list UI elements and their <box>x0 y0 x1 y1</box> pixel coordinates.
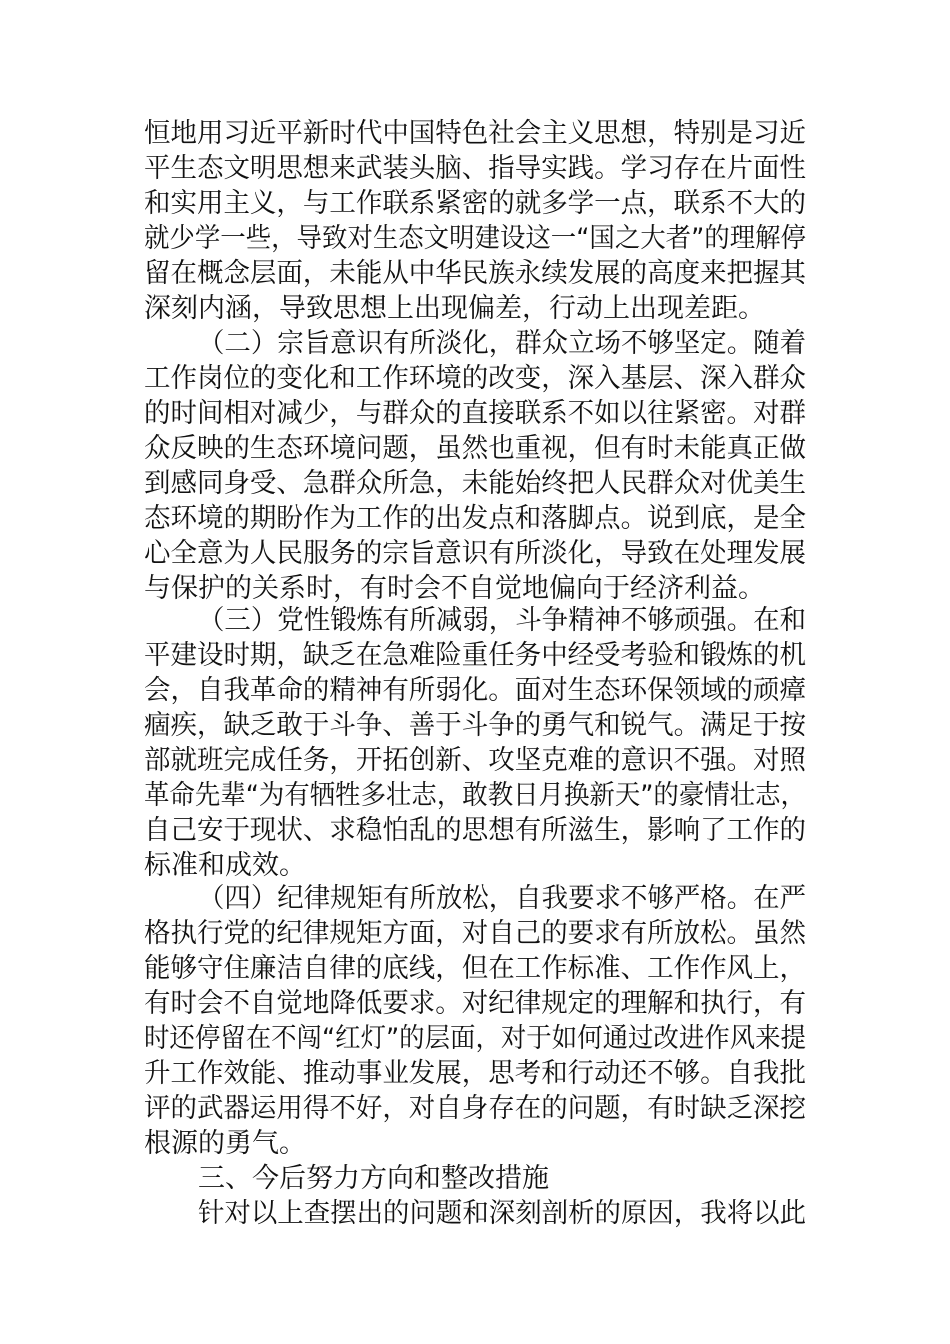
text-line: 革命先辈“为有牺牲多壮志，敢教日月换新天”的豪情壮志， <box>144 780 806 811</box>
text-line: 升工作效能、推动事业发展，思考和行动还不够。自我批 <box>144 1058 806 1089</box>
text-line: 恒地用习近平新时代中国特色社会主义思想，特别是习近 <box>144 118 806 149</box>
text-line: 会，自我革命的精神有所弱化。面对生态环保领域的顽瘴 <box>144 675 806 706</box>
text-line: 工作岗位的变化和工作环境的改变，深入基层、深入群众 <box>144 363 806 394</box>
text-line: 与保护的关系时，有时会不自觉地偏向于经济利益。 <box>144 573 765 604</box>
section-heading-main: 三、今后努力方向和整改措施 <box>198 1163 549 1194</box>
text-line: 标准和成效。 <box>144 850 306 881</box>
text-line: 和实用主义，与工作联系紧密的就多学一点，联系不大的 <box>144 188 806 219</box>
text-line: 自己安于现状、求稳怕乱的思想有所滋生，影响了工作的 <box>144 815 806 846</box>
text-line: 平生态文明思想来武装头脑、指导实践。学习存在片面性 <box>144 153 806 184</box>
text-line: 能够守住廉洁自律的底线，但在工作标准、工作作风上， <box>144 953 806 984</box>
text-line: 深刻内涵，导致思想上出现偏差，行动上出现差距。 <box>144 293 765 324</box>
text-line: 态环境的期盼作为工作的出发点和落脚点。说到底，是全 <box>144 503 806 534</box>
text-line: 的时间相对减少，与群众的直接联系不如以往紧密。对群 <box>144 398 806 429</box>
text-line: 评的武器运用得不好，对自身存在的问题，有时缺乏深挖 <box>144 1093 806 1124</box>
text-line: 时还停留在不闯“红灯”的层面，对于如何通过改进作风来提 <box>144 1023 806 1054</box>
text-line: 痼疾，缺乏敢于斗争、善于斗争的勇气和锐气。满足于按 <box>144 710 806 741</box>
text-line: 根源的勇气。 <box>144 1128 306 1159</box>
text-line: 针对以上查摆出的问题和深刻剖析的原因，我将以此 <box>198 1198 806 1229</box>
text-line: 留在概念层面，未能从中华民族永续发展的高度来把握其 <box>144 258 806 289</box>
section-heading-four: （四）纪律规矩有所放松，自我要求不够严格。在严 <box>198 883 806 914</box>
text-line: 部就班完成任务，开拓创新、攻坚克难的意识不强。对照 <box>144 745 806 776</box>
text-line: 就少学一些，导致对生态文明建设这一“国之大者”的理解停 <box>144 223 806 254</box>
text-line: 众反映的生态环境问题，虽然也重视，但有时未能真正做 <box>144 433 806 464</box>
text-line: 平建设时期，缺乏在急难险重任务中经受考验和锻炼的机 <box>144 640 806 671</box>
section-heading-two: （二）宗旨意识有所淡化，群众立场不够坚定。随着 <box>198 328 806 359</box>
text-line: 到感同身受、急群众所急，未能始终把人民群众对优美生 <box>144 468 806 499</box>
section-heading-three: （三）党性锻炼有所减弱，斗争精神不够顽强。在和 <box>198 605 806 636</box>
text-line: 心全意为人民服务的宗旨意识有所淡化，导致在处理发展 <box>144 538 806 569</box>
text-line: 有时会不自觉地降低要求。对纪律规定的理解和执行，有 <box>144 988 806 1019</box>
text-line: 格执行党的纪律规矩方面，对自己的要求有所放松。虽然 <box>144 918 806 949</box>
